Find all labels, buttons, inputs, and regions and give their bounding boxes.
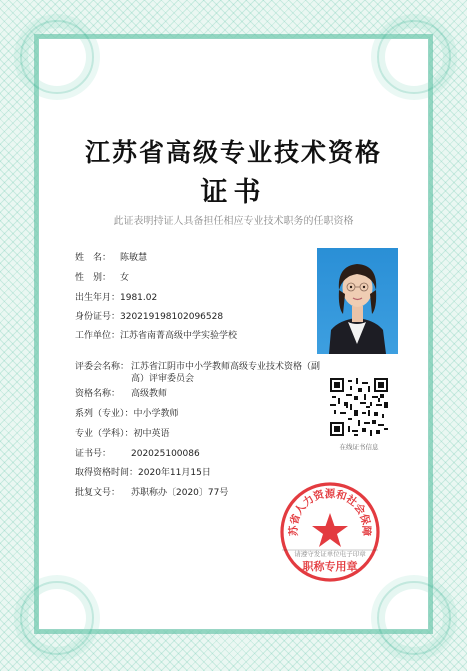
field-committee-line2: 高）评审委员会 [131,374,195,384]
field-value: 中小学教师 [133,409,179,419]
field-label: 批复文号： [75,488,121,498]
field-cert-number [75,446,200,459]
field-value: 202025100086 [131,449,200,459]
certificate-title-line2: 证书 [200,177,267,208]
field-major [75,426,170,439]
qr-code[interactable] [330,378,388,436]
field-value: 江苏省南菁高级中学实验学校 [120,331,238,341]
corner-ornament-top-right [377,20,451,94]
corner-ornament-top-left [20,20,94,94]
field-label: 姓 名： [75,253,112,263]
field-label: 专业（学科）： [75,429,134,439]
field-value: 2020年11月15日 [138,468,211,478]
field-label: 资格名称： [75,389,121,399]
field-value: 320219198102096528 [120,312,224,322]
field-name [75,250,147,263]
field-value: 高级教师 [131,389,168,399]
seal-bottom-text: 职称专用章 [302,560,358,573]
field-label: 证书号： [75,449,112,459]
field-value: 女 [120,273,130,283]
field-committee [75,359,320,372]
seal-overlay-text: 请遵守发证单位电子印章 [294,550,366,558]
field-id-number [75,309,223,322]
certificate-subtitle: 此证表明持证人具备担任相应专业技术职务的任职资格 [113,216,354,227]
field-value: 陈敏慧 [120,253,148,263]
field-value: 初中英语 [133,429,170,439]
seal-ring-text: 苏省人力资源和社会保障 [287,487,373,537]
field-label: 取得资格时间： [75,468,139,478]
field-value: 江苏省江阴市中小学教师高级专业技术资格（副 [131,362,321,372]
field-qualification [75,386,167,399]
holder-photo [317,248,398,354]
field-value: 苏职称办〔2020〕77号 [131,488,229,498]
field-value: 1981.02 [120,293,158,303]
field-series [75,406,179,419]
star-icon [312,513,348,547]
corner-ornament-bottom-right [377,581,451,655]
field-label: 工作单位： [75,331,121,341]
field-approval-number [75,485,228,498]
field-label: 身份证号： [75,312,121,322]
field-birth [75,290,157,303]
field-label: 性 别： [75,273,112,283]
field-label: 评委会名称： [75,362,130,372]
field-label: 系列（专业）： [75,409,134,419]
field-acquired-date [75,465,211,478]
official-seal [278,480,382,584]
field-gender [75,270,129,283]
corner-ornament-bottom-left [20,581,94,655]
certificate-title: 江苏省高级专业技术资格 [84,138,382,167]
qr-caption: 在线证书信息 [339,443,379,451]
field-label: 出生年月： [75,293,121,303]
field-workplace [75,328,237,341]
